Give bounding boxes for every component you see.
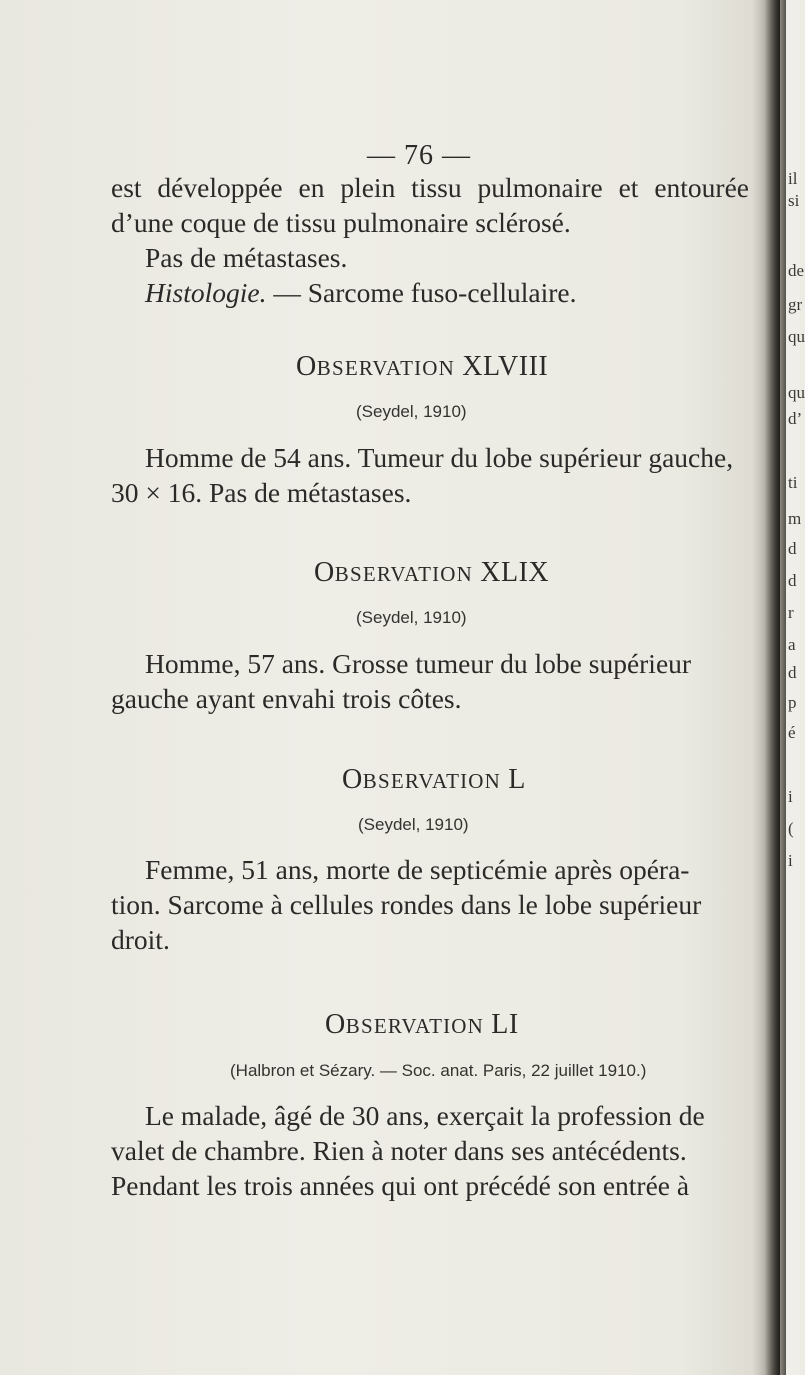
body-line: droit.	[111, 924, 170, 955]
body-line: Homme de 54 ans. Tumeur du lobe supérieur gauche,	[145, 442, 734, 473]
body-line: Pendant les trois années qui ont précédé son entrée à	[111, 1170, 690, 1201]
book-gutter-shadow	[752, 0, 780, 1375]
facing-page-fragment: a	[788, 635, 796, 654]
body-line: Histologie. — Sarcome fuso-cellulaire.	[145, 277, 577, 308]
page-number: — 76 —	[367, 140, 471, 171]
facing-page-fragment: d	[788, 571, 797, 590]
facing-page-fragment: p	[788, 693, 797, 712]
body-line: 30 × 16. Pas de métastases.	[111, 477, 412, 508]
facing-page-fragment: de	[788, 261, 805, 280]
observation-citation: (Halbron et Sézary. — Soc. anat. Paris, 22 juillet 1910.)	[230, 1061, 647, 1080]
facing-page-fragment: é	[788, 723, 796, 742]
body-line: tion. Sarcome à cellules rondes dans le lobe supérieur	[111, 889, 702, 920]
facing-page-fragment: d	[788, 663, 797, 682]
body-line: valet de chambre. Rien à noter dans ses antécédents.	[111, 1135, 687, 1166]
facing-page-fragment: m	[788, 509, 802, 528]
facing-page-fragment: qu	[788, 383, 805, 402]
facing-page-fragment: il	[788, 169, 798, 188]
body-line: est développée en plein tissu pulmonaire et entourée	[111, 172, 749, 203]
body-line: Le malade, âgé de 30 ans, exerçait la profession de	[145, 1100, 705, 1131]
body-line: gauche ayant envahi trois côtes.	[111, 683, 462, 714]
body-line: Pas de métastases.	[145, 242, 348, 273]
observation-citation: (Seydel, 1910)	[358, 815, 469, 834]
facing-page-fragment: i	[788, 851, 793, 870]
facing-page-fragment: d	[788, 539, 797, 558]
observation-heading: OBSERVATION L	[342, 764, 526, 795]
facing-page-fragment: (	[788, 819, 794, 838]
facing-page-fragment: r	[788, 603, 794, 622]
observation-heading: OBSERVATION LI	[325, 1009, 519, 1040]
body-line: d’une coque de tissu pulmonaire sclérosé.	[111, 207, 571, 238]
observation-heading: OBSERVATION XLIX	[314, 557, 550, 588]
facing-page-fragment: d’	[788, 409, 803, 428]
observation-heading: OBSERVATION XLVIII	[296, 351, 549, 382]
facing-page-fragment: qu	[788, 327, 805, 346]
body-line: Femme, 51 ans, morte de septicémie après opéra-	[145, 854, 690, 885]
facing-page-fragment: si	[788, 191, 800, 210]
observation-citation: (Seydel, 1910)	[356, 402, 467, 421]
body-line: Homme, 57 ans. Grosse tumeur du lobe supérieur	[145, 648, 692, 679]
facing-page-fragment: ti	[788, 473, 798, 492]
facing-page-fragment: i	[788, 787, 793, 806]
section-label: Histologie.	[145, 277, 267, 308]
observation-citation: (Seydel, 1910)	[356, 608, 467, 627]
facing-page-fragment: gr	[788, 295, 803, 314]
